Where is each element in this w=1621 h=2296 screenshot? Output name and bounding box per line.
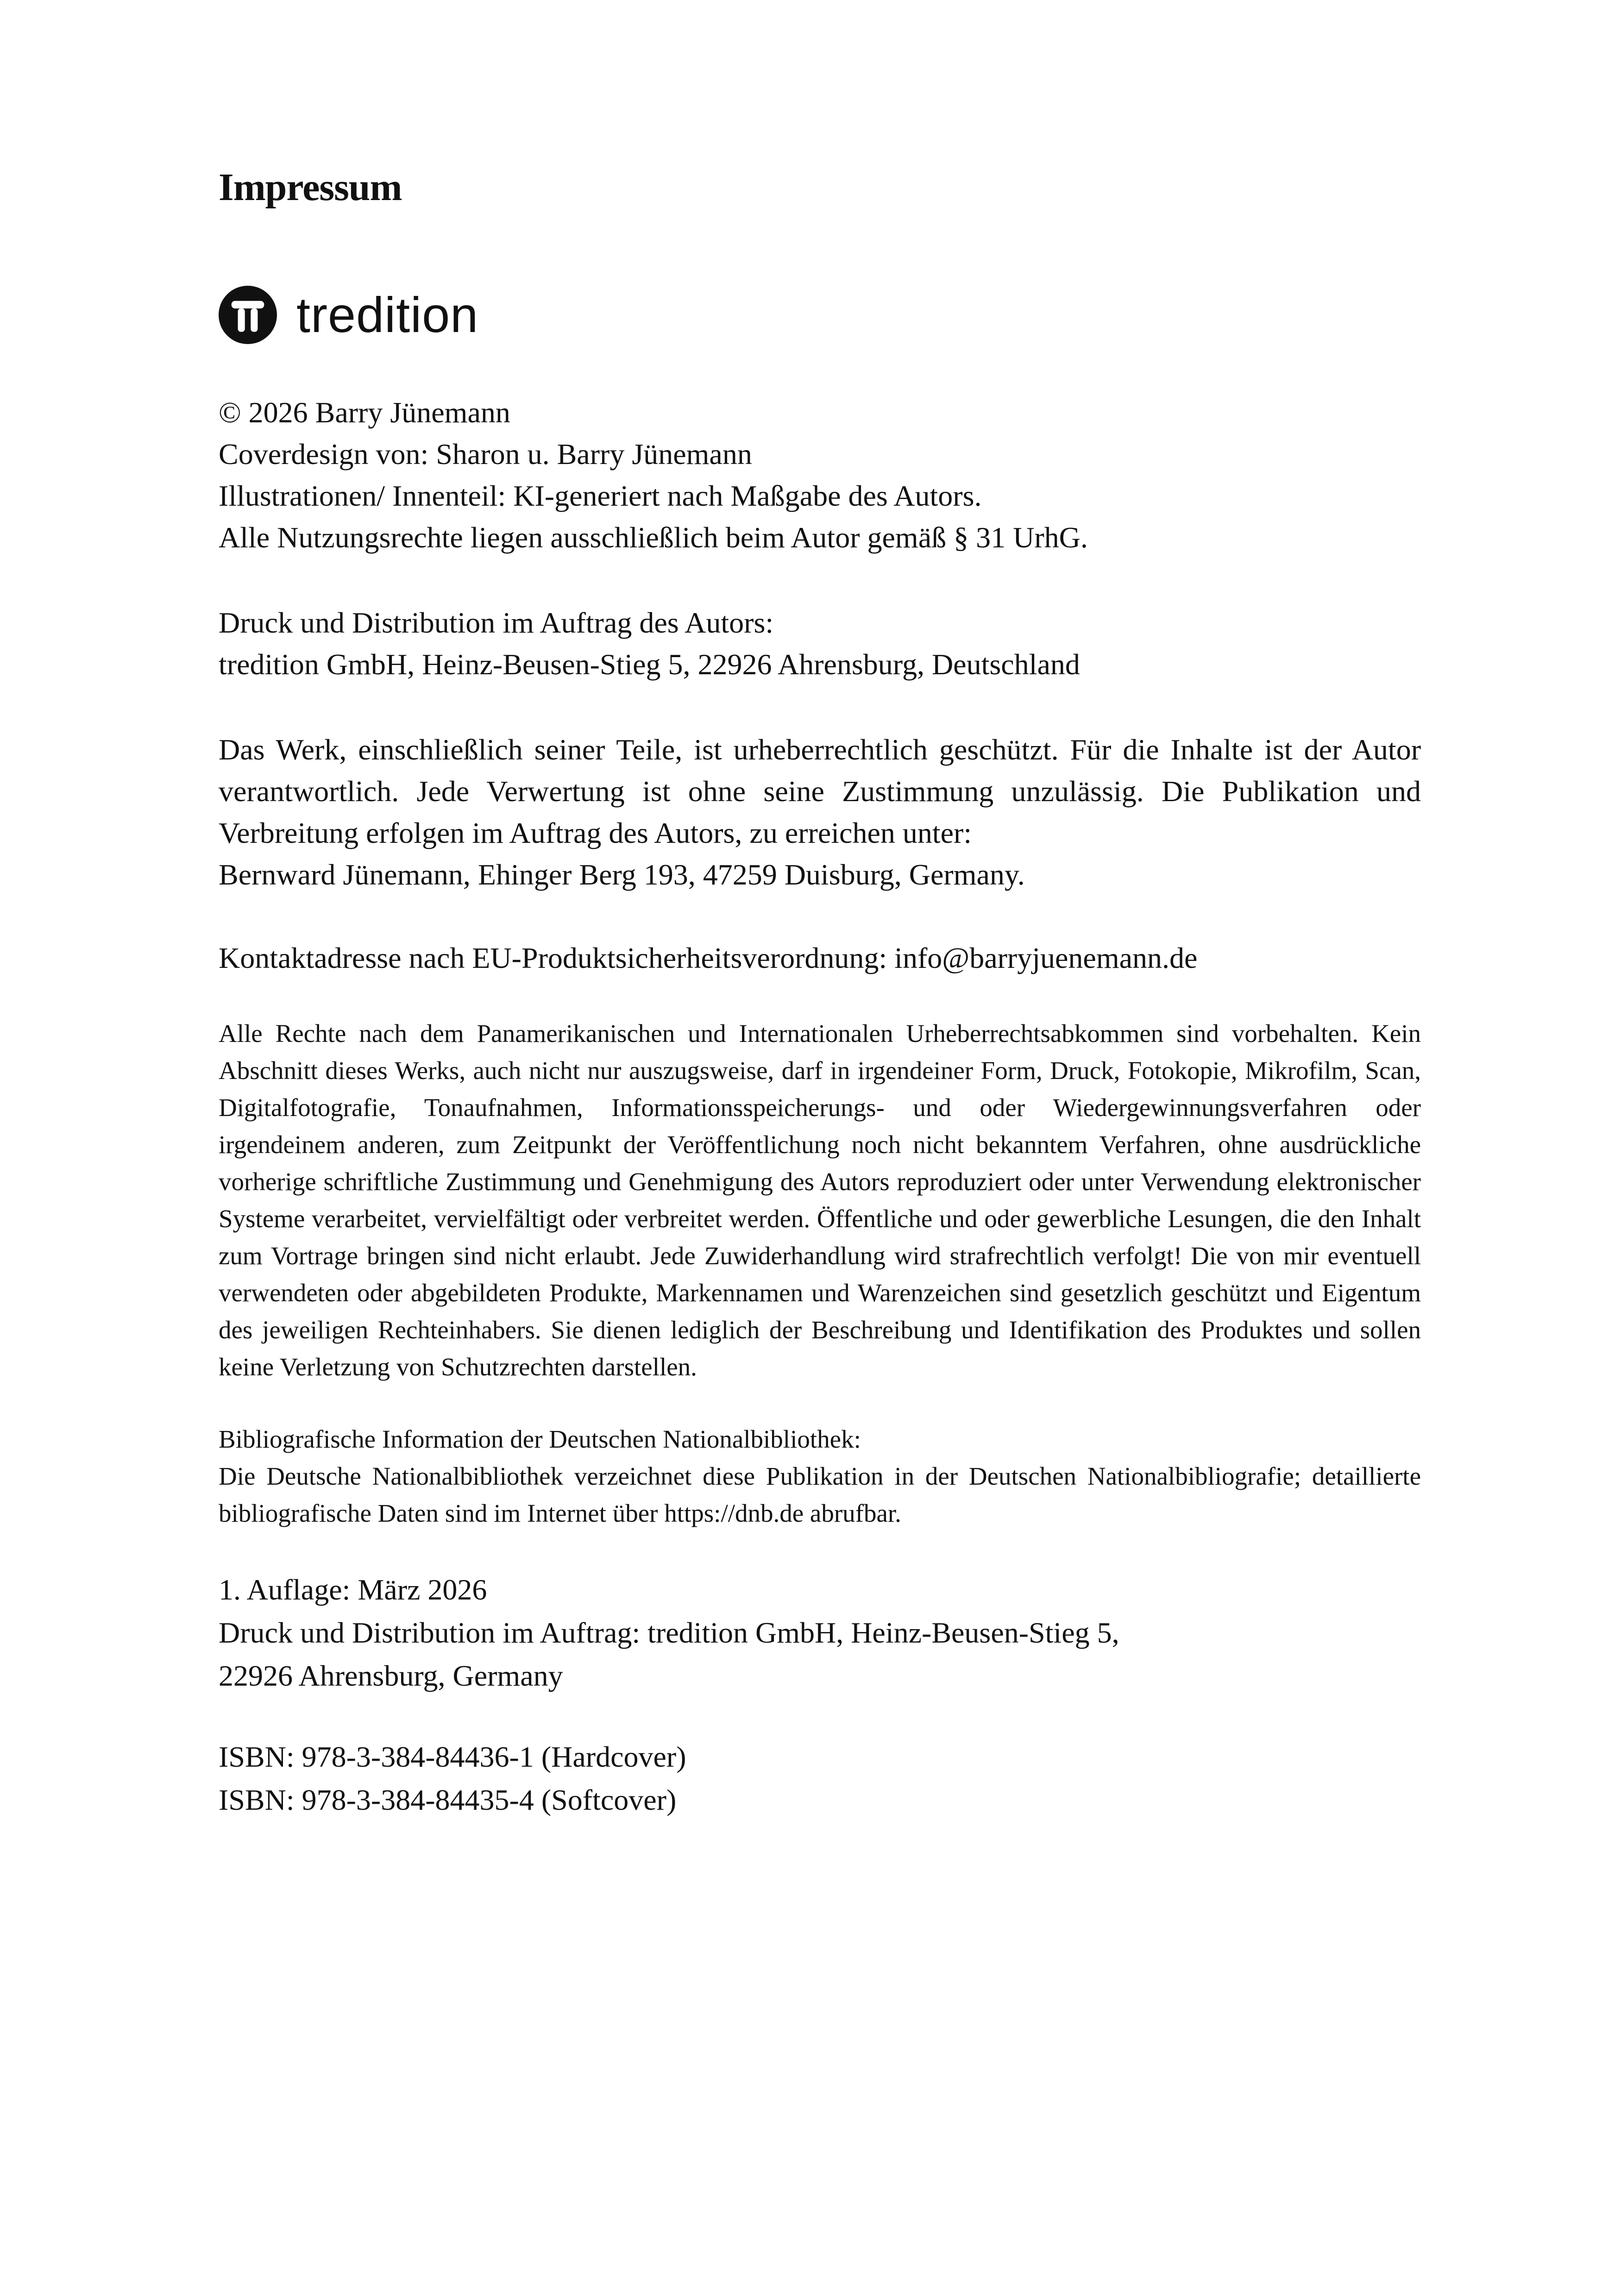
tredition-logo-icon — [219, 286, 277, 344]
edition-distribution-line: Druck und Distribution im Auftrag: tredition GmbH, Heinz-Beusen-Stieg 5, — [219, 1616, 1119, 1649]
isbn-block — [219, 1735, 1421, 1821]
illustrations-line: Illustrationen/ Innenteil: KI-generiert nach Maßgabe des Autors. — [219, 479, 982, 512]
bibliographic-text: Die Deutsche Nationalbibliothek verzeichnet diese Publikation in der Deutschen Nationalbibliografie; detaillierte bibliografische Daten sind im Internet über https://dnb.de abrufbar. — [219, 1462, 1421, 1527]
bibliographic-heading: Bibliografische Information der Deutschen Nationalbibliothek: — [219, 1425, 861, 1453]
tredition-wordmark: tredition — [296, 287, 479, 343]
distribution-address: tredition GmbH, Heinz-Beusen-Stieg 5, 22926 Ahrensburg, Deutschland — [219, 648, 1080, 681]
copyright-line: © 2026 Barry Jünemann — [219, 396, 510, 429]
edition-line: 1. Auflage: März 2026 — [219, 1573, 487, 1606]
publisher-logo — [219, 282, 1421, 347]
distribution-block — [219, 602, 1421, 685]
rights-paragraph: Alle Rechte nach dem Panamerikanischen und Internationalen Urheberrechtsabkommen sind vorbehalten. Kein Abschnitt dieses Werks, auch nicht nur auszugsweise, darf in irgendeiner Form, Druck, Fotokopie, Mikrofilm, Scan, Digitalfotografie, Tonaufnahmen, Informationsspeicherungs- und oder Wiedergewinnungsverfahren oder irgendeinem anderen, zum Zeitpunkt der Veröffentlichung noch nicht bekanntem Verfahren, ohne ausdrückliche vorherige schriftliche Zustimmung und Genehmigung des Autors reproduziert oder unter Verwendung elektronischer Systeme verarbeitet, vervielfältigt oder verbreitet werden. Öffentliche und oder gewerbliche Lesungen, die den Inhalt zum Vortrage bringen sind nicht erlaubt. Jede Zuwiderhandlung wird strafrechtlich verfolgt! Die von mir eventuell verwendeten oder abgebildeten Produkte, Markennamen und Warenzeichen sind gesetzlich geschützt und Eigentum des jeweiligen Rechteinhabers. Sie dienen lediglich der Beschreibung und Identifikation des Produktes und sollen keine Verletzung von Schutzrechten darstellen. — [219, 1019, 1421, 1381]
isbn-softcover: ISBN: 978-3-384-84435-4 (Softcover) — [219, 1783, 677, 1816]
edition-block — [219, 1568, 1421, 1697]
rights-block — [219, 1015, 1421, 1386]
usage-rights-line: Alle Nutzungsrechte liegen ausschließlich beim Autor gemäß § 31 UrhG. — [219, 521, 1088, 554]
page-content — [219, 162, 1421, 1821]
copyright-notice-block — [219, 729, 1421, 896]
isbn-hardcover: ISBN: 978-3-384-84436-1 (Hardcover) — [219, 1740, 686, 1773]
contact-line: Kontaktadresse nach EU-Produktsicherheitsverordnung: info@barryjuenemann.de — [219, 941, 1198, 974]
copyright-paragraph: Das Werk, einschließlich seiner Teile, ist urheberrechtlich geschützt. Für die Inhalte ist der Autor verantwortlich. Jede Verwertung ist ohne seine Zustimmung unzulässig. Die Publikation und Verbreitung erfolgen im Auftrag des Autors, zu erreichen unter: — [219, 733, 1421, 849]
bibliographic-block — [219, 1421, 1421, 1532]
coverdesign-line: Coverdesign von: Sharon u. Barry Jünemann — [219, 438, 752, 470]
edition-address-line: 22926 Ahrensburg, Germany — [219, 1659, 563, 1692]
credits-block — [219, 392, 1421, 558]
author-address: Bernward Jünemann, Ehinger Berg 193, 47259 Duisburg, Germany. — [219, 858, 1025, 891]
page-title: Impressum — [219, 166, 402, 209]
distribution-label: Druck und Distribution im Auftrag des Autors: — [219, 606, 774, 639]
contact-block — [219, 937, 1421, 979]
